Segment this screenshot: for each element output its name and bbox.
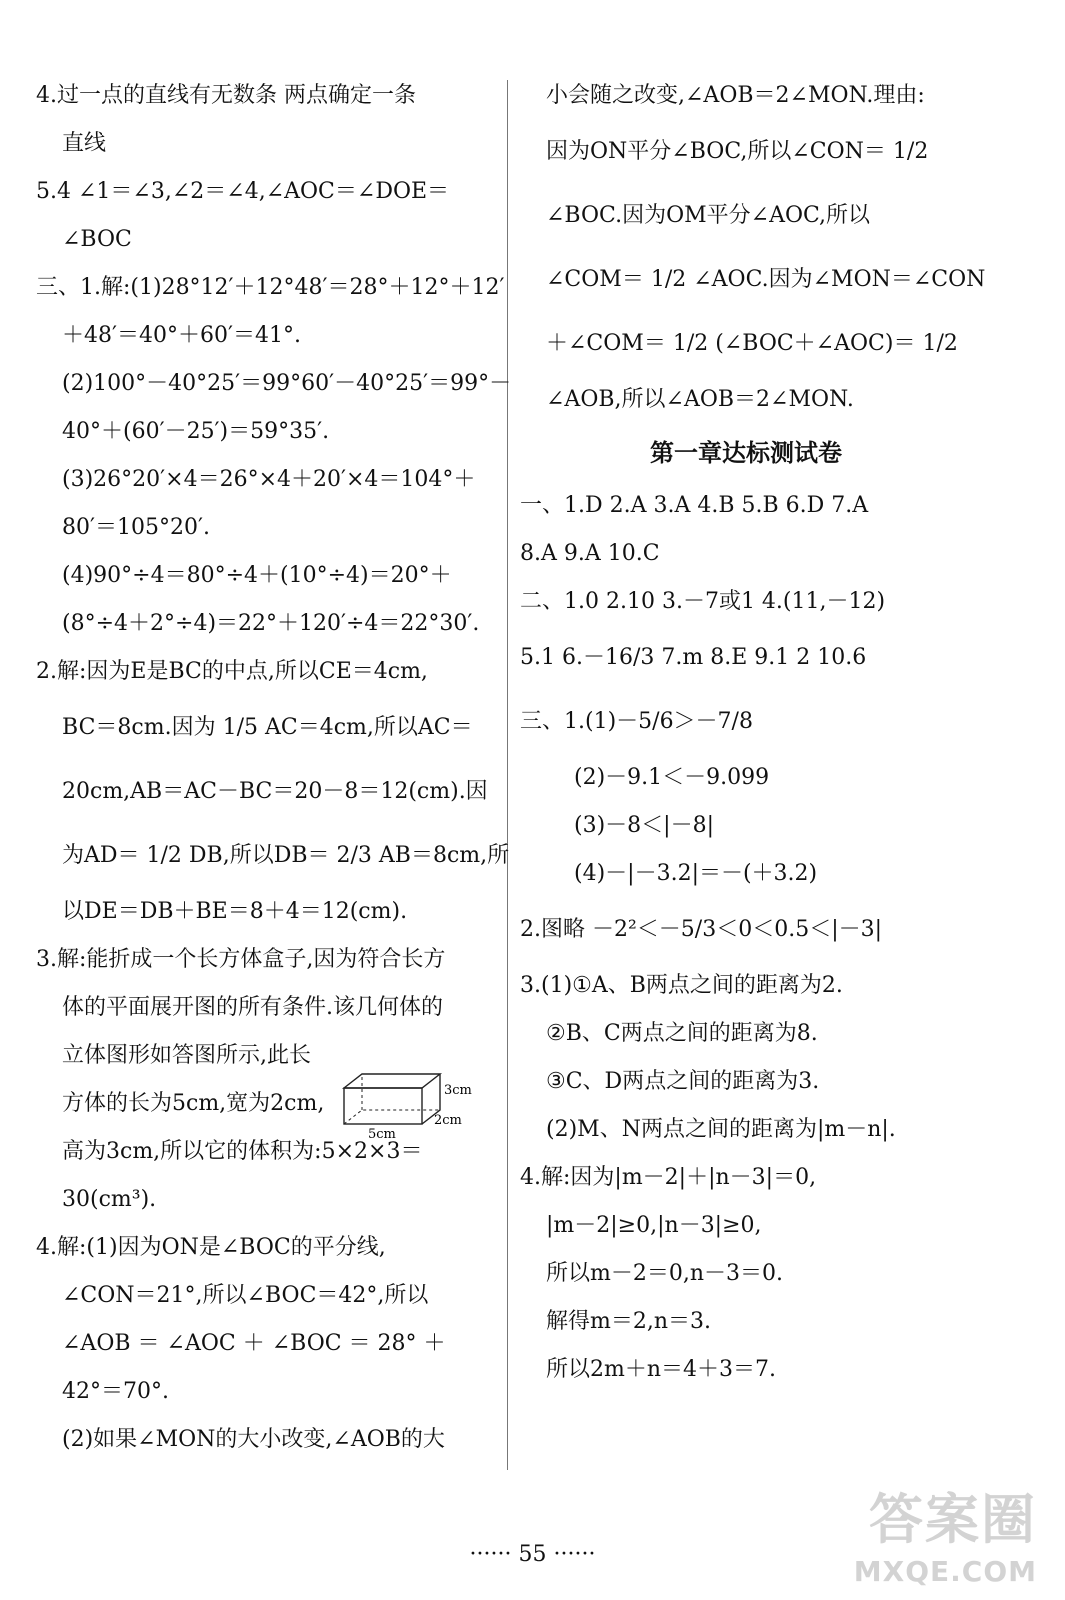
text-line: 以DE＝DB＋BE＝8＋4＝12(cm).: [62, 899, 408, 924]
cuboid-width-label: 2cm: [434, 1113, 462, 1128]
text-line: 3.解:能折成一个长方体盒子,因为符合长方: [36, 947, 446, 972]
text-line: ∠AOB ＝ ∠AOC ＋ ∠BOC ＝ 28° ＋: [62, 1331, 446, 1356]
text-line: 4.过一点的直线有无数条 两点确定一条: [36, 83, 416, 108]
text-line: ＋48′＝40°＋60′＝41°.: [62, 323, 301, 348]
watermark-url: MXQE.COM: [853, 1555, 1037, 1588]
cuboid-height-label: 3cm: [444, 1083, 472, 1098]
text-line: |m－2|≥0,|n－3|≥0,: [546, 1213, 762, 1238]
text-line: 2.图略 －2²＜－5/3＜0＜0.5＜|－3|: [520, 917, 883, 942]
text-line: ∠AOB,所以∠AOB＝2∠MON.: [546, 387, 854, 412]
text-line: (3)26°20′×4＝26°×4＋20′×4＝104°＋: [62, 467, 476, 492]
text-line: (4)90°÷4＝80°÷4＋(10°÷4)＝20°＋: [62, 563, 452, 588]
text-line: ∠CON＝21°,所以∠BOC＝42°,所以: [62, 1283, 429, 1308]
text-line: 高为3cm,所以它的体积为:5×2×3＝: [62, 1139, 423, 1164]
column-divider: [507, 80, 508, 1470]
section-title: 第一章达标测试卷: [650, 439, 842, 467]
text-line: 所以2m＋n＝4＋3＝7.: [546, 1357, 777, 1382]
text-line: 2.解:因为E是BC的中点,所以CE＝4cm,: [36, 659, 428, 684]
watermark-logo: 答案圈: [869, 1488, 1037, 1551]
text-line: (2)100°－40°25′＝99°60′－40°25′＝99°－: [62, 371, 512, 396]
text-line: 42°＝70°.: [62, 1379, 169, 1404]
text-line: (8°÷4＋2°÷4)＝22°＋120′÷4＝22°30′.: [62, 611, 480, 636]
cuboid-length-label: 5cm: [368, 1127, 396, 1140]
page-number: ······ 55 ······: [469, 1542, 596, 1567]
text-line: 一、1.D 2.A 3.A 4.B 5.B 6.D 7.A: [520, 493, 869, 518]
cuboid-figure: [340, 1070, 500, 1140]
text-line: ∠COM＝ 1/2 ∠AOC.因为∠MON＝∠CON: [546, 267, 986, 292]
text-line: 为AD＝ 1/2 DB,所以DB＝ 2/3 AB＝8cm,所: [62, 843, 510, 868]
text-line: 小会随之改变,∠AOB＝2∠MON.理由:: [546, 83, 925, 108]
text-line: 三、1.(1)－5/6＞－7/8: [520, 709, 753, 734]
text-line: 立体图形如答图所示,此长: [62, 1043, 311, 1068]
text-line: 5.4 ∠1＝∠3,∠2＝∠4,∠AOC＝∠DOE＝: [36, 179, 450, 204]
text-line: 30(cm³).: [62, 1187, 157, 1212]
text-line: ＋∠COM＝ 1/2 (∠BOC＋∠AOC)＝ 1/2: [546, 331, 958, 356]
text-line: 直线: [62, 131, 107, 156]
text-line: (2)－9.1＜－9.099: [574, 765, 770, 790]
text-line: 体的平面展开图的所有条件.该几何体的: [62, 995, 443, 1020]
text-line: 二、1.0 2.10 3.－7或1 4.(11,－12): [520, 589, 886, 614]
text-line: 方体的长为5cm,宽为2cm,: [62, 1091, 325, 1116]
text-line: 4.解:(1)因为ON是∠BOC的平分线,: [36, 1235, 386, 1260]
text-line: ∠BOC.因为OM平分∠AOC,所以: [546, 203, 871, 228]
text-line: 4.解:因为|m－2|＋|n－3|＝0,: [520, 1165, 817, 1190]
text-line: 所以m－2＝0,n－3＝0.: [546, 1261, 784, 1286]
text-line: 3.(1)①A、B两点之间的距离为2.: [520, 973, 843, 998]
text-line: 40°＋(60′－25′)＝59°35′.: [62, 419, 330, 444]
text-line: 因为ON平分∠BOC,所以∠CON＝ 1/2: [546, 139, 929, 164]
text-line: ③C、D两点之间的距离为3.: [546, 1069, 820, 1094]
text-line: ②B、C两点之间的距离为8.: [546, 1021, 818, 1046]
left-column: [36, 72, 512, 1464]
text-line: 解得m＝2,n＝3.: [546, 1309, 712, 1334]
text-line: 5.1 6.－16/3 7.m 8.E 9.1 2 10.6: [520, 645, 867, 670]
text-line: (3)－8＜|－8|: [574, 813, 714, 838]
text-line: BC＝8cm.因为 1/5 AC＝4cm,所以AC＝: [62, 715, 473, 740]
text-line: 80′＝105°20′.: [62, 515, 210, 540]
text-line: 20cm,AB＝AC－BC＝20－8＝12(cm).因: [62, 779, 488, 804]
text-line: 三、1.解:(1)28°12′＋12°48′＝28°＋12°＋12′: [36, 275, 505, 300]
text-line: (4)－|－3.2|＝－(＋3.2): [574, 861, 818, 886]
text-line: 8.A 9.A 10.C: [520, 541, 660, 566]
text-line: ∠BOC: [62, 227, 132, 252]
text-line: (2)如果∠MON的大小改变,∠AOB的大: [62, 1427, 445, 1452]
text-line: (2)M、N两点之间的距离为|m－n|.: [546, 1117, 896, 1142]
right-column: [520, 72, 986, 1394]
